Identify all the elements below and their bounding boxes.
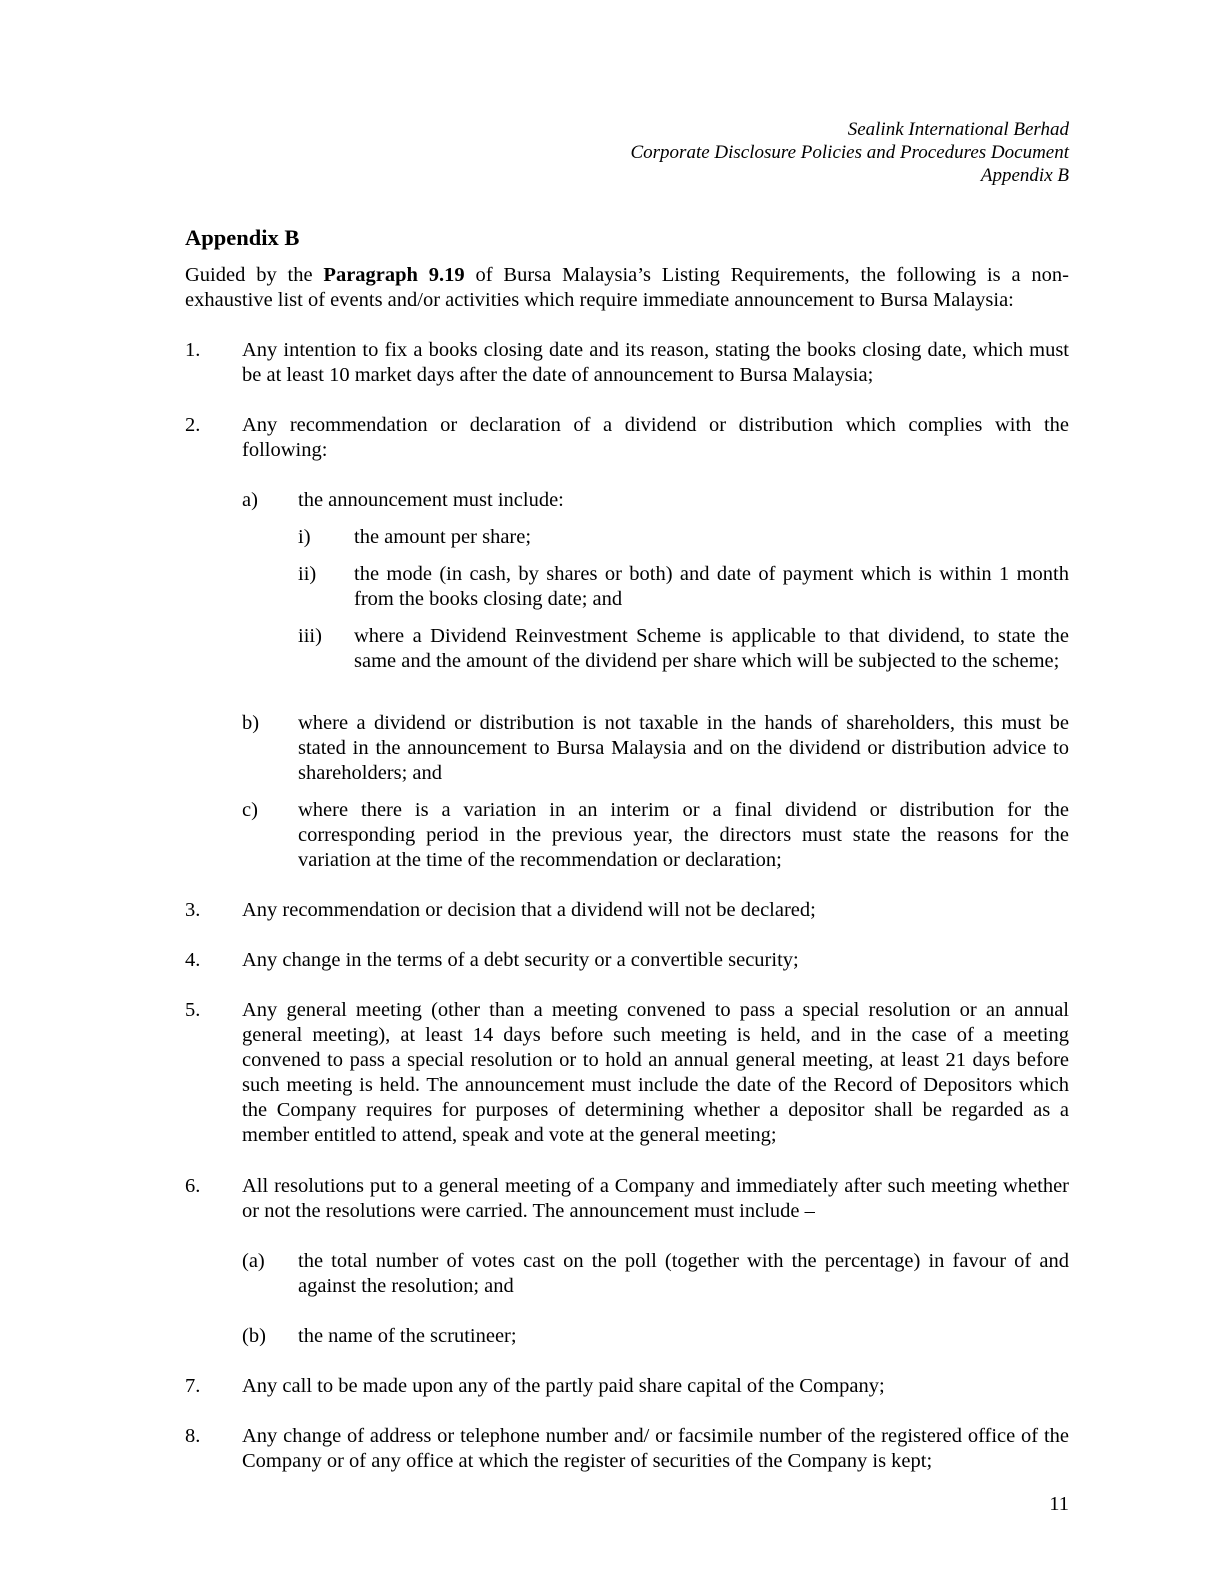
sub-item-number: a) [242, 489, 258, 511]
intro-paragraph [185, 263, 1069, 313]
sub-sub-item-number: ii) [298, 563, 317, 585]
page-header [630, 118, 1069, 187]
sub-sub-item-text: where a Dividend Reinvestment Scheme is applicable to that dividend, to state the same and the amount of the dividend per share which will be subjected to the scheme; [354, 625, 1069, 672]
list-item-number: 5. [185, 999, 201, 1021]
sub-item-number: b) [242, 712, 260, 734]
page-number: 11 [1049, 1493, 1069, 1515]
list-item-text: All resolutions put to a general meeting of a Company and immediately after such meeting whether or not the resolutions were carried. The announcement must include – [242, 1175, 1069, 1222]
sub-item-number: (a) [242, 1250, 265, 1272]
list-item-number: 2. [185, 414, 201, 436]
header-appendix: Appendix B [980, 165, 1069, 186]
intro-bold: Paragraph 9.19 [323, 264, 465, 286]
list-item-number: 4. [185, 949, 201, 971]
list-item-number: 1. [185, 339, 201, 361]
intro-post: of Bursa Malaysia’s Listing Requirements, the following is a non-exhaustive list of events and/or activities which require immediate announcement to Bursa Malaysia: [185, 264, 1069, 311]
list-item-number: 7. [185, 1375, 201, 1397]
list-item-text: Any intention to fix a books closing date and its reason, stating the books closing date, which must be at least 10 market days after the date of announcement to Bursa Malaysia; [242, 339, 1069, 386]
list-item-number: 3. [185, 899, 201, 921]
list-item-number: 8. [185, 1425, 201, 1447]
sub-item-text: where there is a variation in an interim or a final dividend or distribution for the corresponding period in the previous year, the directors must state the reasons for the variation at the time of the recommendation or declaration; [298, 799, 1069, 871]
sub-sub-item-number: iii) [298, 625, 322, 647]
sub-sub-item-text: the amount per share; [354, 526, 532, 548]
sub-sub-item-number: i) [298, 526, 311, 548]
sub-item-text: where a dividend or distribution is not taxable in the hands of shareholders, this must be stated in the announcement to Bursa Malaysia and on the dividend or distribution advice to shareholders; and [298, 712, 1069, 784]
list-item-number: 6. [185, 1175, 201, 1197]
list-item-text: Any recommendation or decision that a dividend will not be declared; [242, 899, 816, 921]
sub-item-number: (b) [242, 1325, 266, 1347]
intro-pre: Guided by the [185, 264, 324, 286]
sub-item-text: the total number of votes cast on the poll (together with the percentage) in favour of and against the resolution; and [298, 1250, 1069, 1297]
list-item-text: Any general meeting (other than a meeting convened to pass a special resolution or an annual general meeting), at least 14 days before such meeting is held, and in the case of a meeting convened to pass a special resolution or to hold an annual general meeting, at least 21 days before such meeting is held. The announcement must include the date of the Record of Depositors which the Company requires for purposes of determining whether a depositor shall be regarded as a member entitled to attend, speak and vote at the general meeting; [242, 999, 1069, 1146]
sub-item-number: c) [242, 799, 258, 821]
sub-item-text: the name of the scrutineer; [298, 1325, 517, 1347]
header-company: Sealink International Berhad [847, 119, 1069, 140]
page-title: Appendix B [185, 225, 300, 250]
sub-item-text: the announcement must include: [298, 489, 564, 511]
header-document: Corporate Disclosure Policies and Procedures Document [630, 142, 1069, 163]
list-item-text: Any call to be made upon any of the partly paid share capital of the Company; [242, 1375, 885, 1397]
list-item-text: Any change in the terms of a debt security or a convertible security; [242, 949, 799, 971]
sub-sub-item-text: the mode (in cash, by shares or both) and date of payment which is within 1 month from the books closing date; and [354, 563, 1069, 610]
list-item-text: Any change of address or telephone number and/ or facsimile number of the registered office of the Company or of any office at which the register of securities of the Company is kept; [242, 1425, 1069, 1472]
list-item-text: Any recommendation or declaration of a dividend or distribution which complies with the following: [242, 414, 1069, 461]
